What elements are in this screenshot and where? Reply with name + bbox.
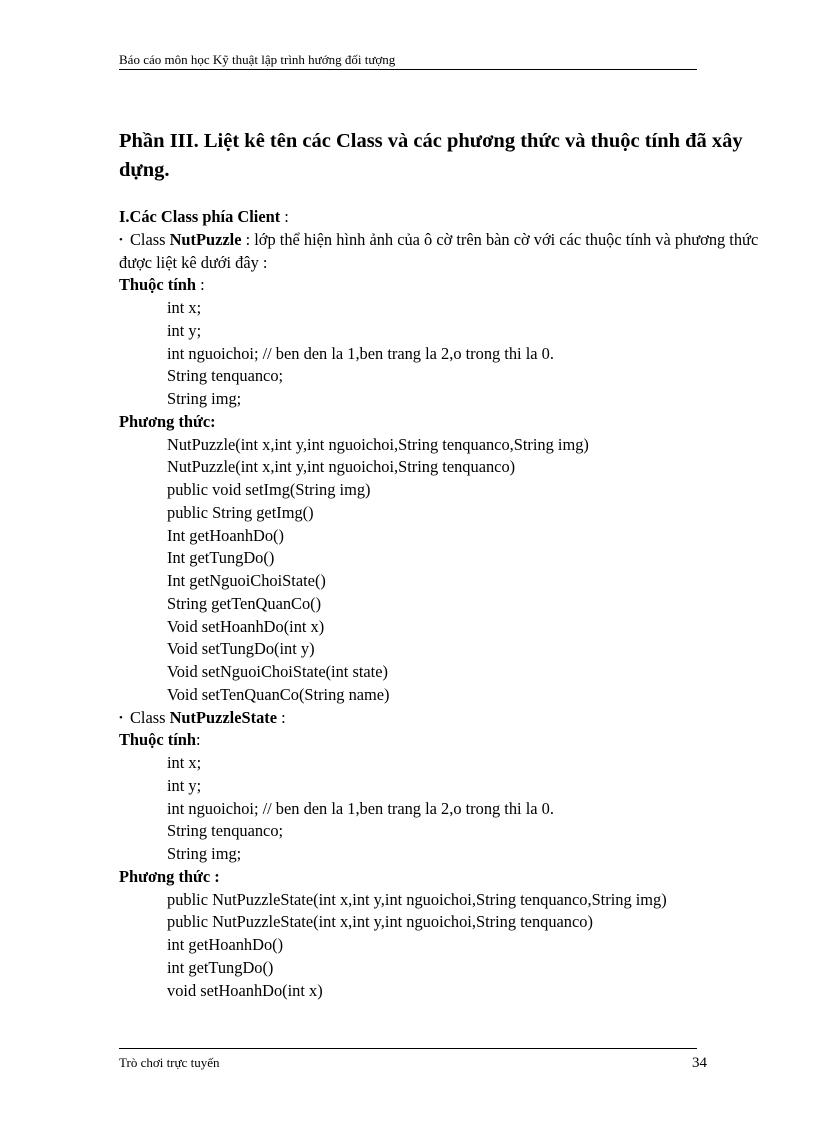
- attribute-line: int nguoichoi; // ben den la 1,ben trang la 2,o trong thi la 0.: [167, 798, 554, 818]
- method-line: public String getImg(): [167, 502, 314, 522]
- method-line: NutPuzzle(int x,int y,int nguoichoi,String tenquanco,String img): [167, 434, 589, 454]
- attributes-label: Thuộc tính: [119, 275, 196, 295]
- attribute-line: String img;: [167, 389, 242, 408]
- class-prefix: Class: [125, 229, 170, 249]
- attribute-line: String img;: [167, 844, 242, 863]
- running-footer: Trò chơi trực tuyến: [119, 1055, 220, 1070]
- class-nutpuzzlestate-intro: [119, 707, 759, 730]
- methods-label: Phương thức:: [119, 411, 216, 431]
- attribute-line: int nguoichoi; // ben den la 1,ben trang la 2,o trong thi la 0.: [167, 343, 554, 363]
- client-section-heading: [119, 206, 759, 229]
- section-title: Phần III. Liệt kê tên các Class và các phương thức và thuộc tính đã xây dựng.: [119, 130, 743, 181]
- method-line: Int getNguoiChoiState(): [167, 571, 326, 590]
- attributes-label-suffix: :: [195, 730, 201, 750]
- method-line: public NutPuzzleState(int x,int y,int nguoichoi,String tenquanco): [167, 912, 593, 932]
- attributes-label-suffix: :: [195, 275, 205, 295]
- method-line: String getTenQuanCo(): [167, 593, 322, 613]
- method-line: Void setHoanhDo(int x): [167, 616, 325, 636]
- method-line: Void setTungDo(int y): [167, 639, 315, 659]
- attribute-line: int x;: [167, 753, 202, 772]
- attribute-line: int y;: [167, 320, 202, 340]
- attribute-line: String tenquanco;: [167, 821, 284, 841]
- method-line: public NutPuzzleState(int x,int y,int nguoichoi,String tenquanco,String img): [167, 889, 667, 909]
- class-name: NutPuzzle: [169, 229, 242, 249]
- document-body: [119, 206, 759, 1002]
- class-prefix: Class: [125, 707, 170, 727]
- method-line: Void setNguoiChoiState(int state): [167, 662, 388, 681]
- attribute-line: int x;: [167, 298, 202, 317]
- class-name: NutPuzzleState: [169, 707, 277, 727]
- class-nutpuzzle-intro: [119, 229, 759, 275]
- running-header: Báo cáo môn học Kỹ thuật lập trình hướng đối tượng: [119, 52, 697, 70]
- method-line: Int getTungDo(): [167, 548, 275, 568]
- class-description: : lớp thể hiện hình ảnh của ô cờ trên bàn cờ với các thuộc tính và phương thức được liệt kê dưới đây :: [119, 229, 759, 272]
- bullet-icon: •: [119, 233, 123, 246]
- method-line: void setHoanhDo(int x): [167, 980, 323, 1000]
- methods-heading: [119, 866, 759, 889]
- footer-divider: [119, 1048, 697, 1049]
- class-suffix: :: [277, 707, 286, 727]
- methods-heading: [119, 411, 759, 434]
- method-line: Int getHoanhDo(): [167, 525, 284, 545]
- methods-label: Phương thức :: [119, 866, 220, 886]
- attribute-line: int y;: [167, 775, 202, 795]
- attributes-heading: [119, 274, 759, 297]
- client-heading-suffix: :: [280, 207, 289, 226]
- bullet-icon: •: [119, 711, 123, 724]
- attributes-heading: [119, 729, 759, 752]
- page-number: 34: [692, 1055, 707, 1071]
- attribute-line: String tenquanco;: [167, 366, 284, 386]
- method-line: Void setTenQuanCo(String name): [167, 684, 390, 704]
- client-heading-text: I.Các Class phía Client: [119, 207, 281, 226]
- method-line: NutPuzzle(int x,int y,int nguoichoi,String tenquanco): [167, 457, 516, 477]
- method-line: int getHoanhDo(): [167, 935, 284, 954]
- method-line: public void setImg(String img): [167, 480, 371, 499]
- method-line: int getTungDo(): [167, 957, 274, 977]
- attributes-label: Thuộc tính: [119, 730, 196, 750]
